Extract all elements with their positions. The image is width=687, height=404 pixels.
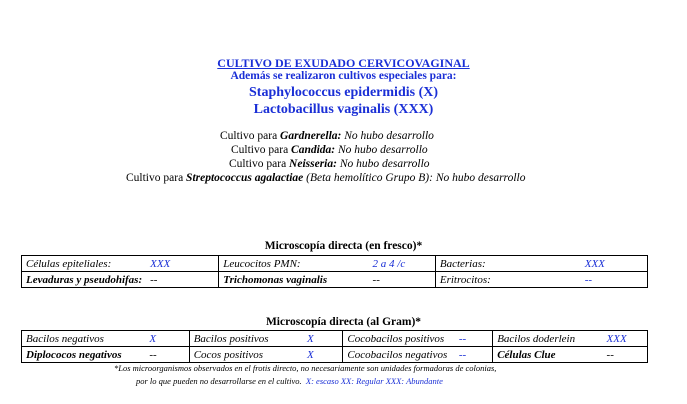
cell-value: -- (145, 347, 189, 363)
cell-label: Células epiteliales: (22, 256, 147, 272)
cell-label: Bacilos positivos (189, 331, 303, 347)
table-row (22, 272, 648, 288)
cell-value: -- (146, 272, 219, 288)
cell-value: XXX (581, 256, 648, 272)
culture-line: Cultivo para Neisseria: No hubo desarrollo (229, 158, 430, 170)
report-subtitle: Además se realizaron cultivos especiales para: (230, 70, 457, 82)
cell-value: -- (455, 331, 493, 347)
organism-staphylococcus: Staphylococcus epidermidis (X) (249, 85, 438, 100)
footnote-line-1: *Los microorganismos observados en el frotis directo, no necesariamente son unidades formadoras de colonias, (114, 363, 497, 373)
cell-value: XXX (146, 256, 219, 272)
footnote-line-2: por lo que pueden no desarrollarse en el cultivo. X: escaso XX: Regular XXX: Abundante (136, 376, 443, 386)
gram-section-title: Microscopía directa (al Gram)* (265, 316, 422, 328)
cell-label: Bacilos doderlein (493, 331, 603, 347)
cell-label: Diplococos negativos (22, 347, 146, 363)
culture-line: Cultivo para Gardnerella: No hubo desarrollo (220, 130, 434, 142)
report-title: CULTIVO DE EXUDADO CERVICOVAGINAL (217, 56, 470, 70)
fresh-section-title: Microscopía directa (en fresco)* (264, 240, 423, 252)
table-row (22, 256, 648, 272)
cell-value: -- (369, 272, 436, 288)
cell-label: Bacterias: (435, 256, 580, 272)
fresh-table (21, 255, 648, 288)
cell-value: 2 a 4 /c (369, 256, 436, 272)
cell-label: Cocos positivos (189, 347, 303, 363)
cell-value: XXX (603, 331, 648, 347)
cell-value: X (145, 331, 189, 347)
table-row (22, 331, 648, 347)
cell-label: Cocobacilos negativos (343, 347, 455, 363)
culture-line: Cultivo para Candida: No hubo desarrollo (231, 144, 428, 156)
cell-value: -- (581, 272, 648, 288)
cell-value: X (303, 331, 343, 347)
abundance-legend: X: escaso XX: Regular XXX: Abundante (305, 376, 443, 386)
gram-table (21, 330, 648, 363)
cell-label: Trichomonas vaginalis (219, 272, 369, 288)
cell-value: -- (603, 347, 648, 363)
cell-label: Bacilos negativos (22, 331, 146, 347)
culture-line: Cultivo para Streptococcus agalactiae (Beta hemolítico Grupo B): No hubo desarrollo (126, 172, 526, 184)
cell-label: Levaduras y pseudohifas: (22, 272, 147, 288)
table-row (22, 347, 648, 363)
organism-lactobacillus: Lactobacillus vaginalis (XXX) (253, 102, 434, 117)
cell-label: Cocobacilos positivos (343, 331, 455, 347)
cell-label: Leucocitos PMN: (219, 256, 369, 272)
cell-label: Células Clue (493, 347, 603, 363)
cell-value: X (303, 347, 343, 363)
cell-value: -- (455, 347, 493, 363)
cell-label: Eritrocitos: (435, 272, 580, 288)
